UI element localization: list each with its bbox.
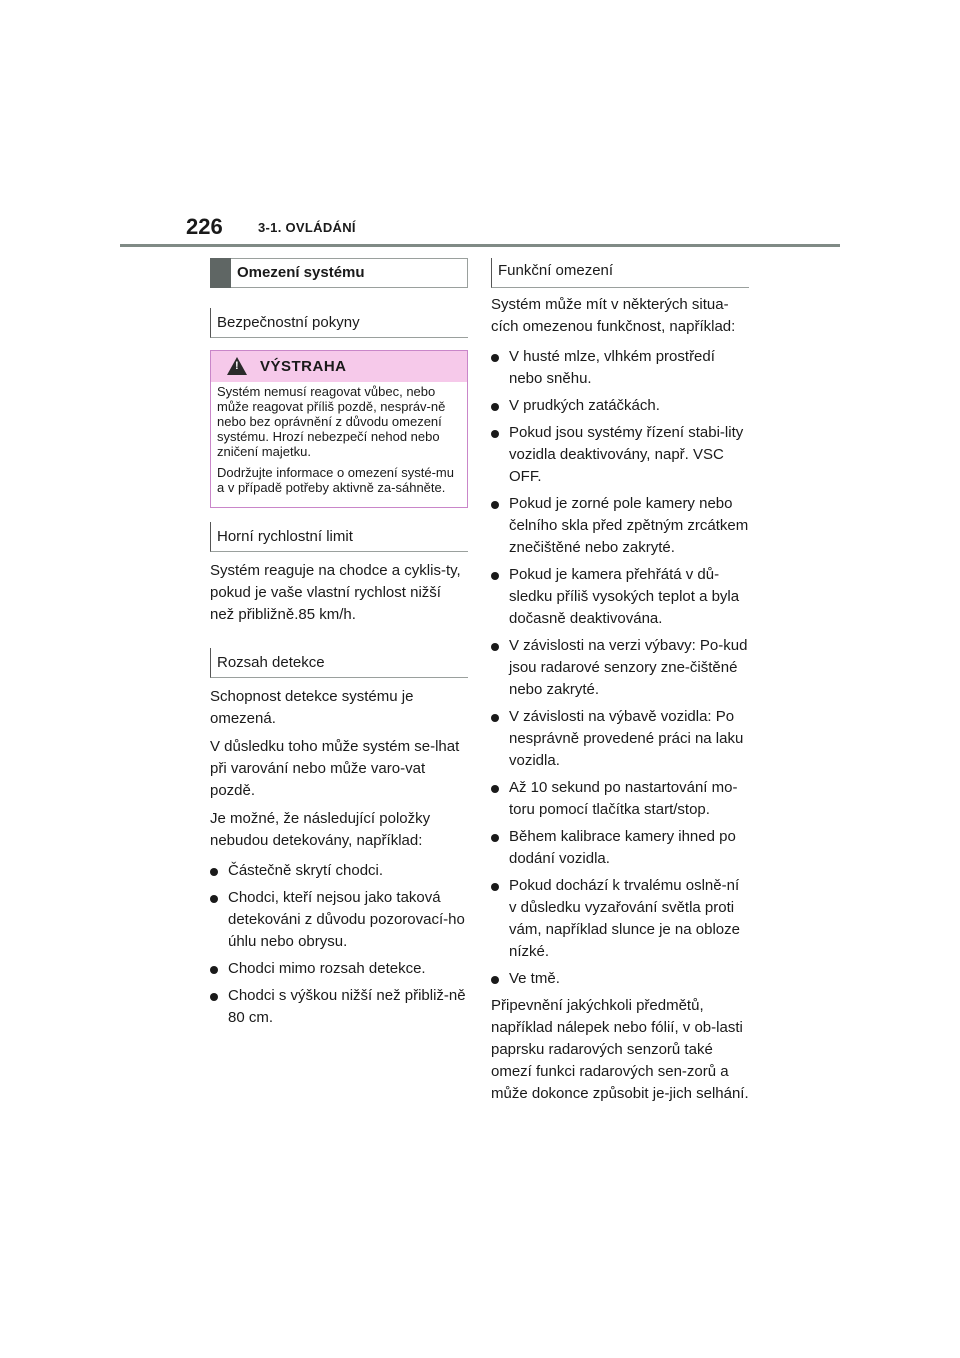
list-item: Ve tmě. xyxy=(491,968,749,990)
chapter-title: 3-1. OVLÁDÁNÍ xyxy=(258,220,356,235)
functional-outro: Připevnění jakýchkoli předmětů, například nálepek nebo fólií, v ob-lasti paprsku radarových senzorů také omezí funkci radarových sen-zorů a může dokonce způsobit je-jich selhání. xyxy=(491,997,749,1102)
range-paragraph-1: Schopnost detekce systému je omezená. xyxy=(210,688,414,727)
right-bullet-list xyxy=(491,346,749,990)
list-item: Chodci, kteří nejsou jako taková detekováni z důvodu pozorovací-ho úhlu nebo obrysu. xyxy=(210,887,468,953)
warning-paragraph-1: Systém nemusí reagovat vůbec, nebo může reagovat příliš pozdě, nespráv-ně nebo bez oprávnění z důvodu omezení systému. Hrozí nebezpečí nehod nebo zničení majetku. xyxy=(217,384,446,459)
list-item: Pokud dochází k trvalému oslně-ní v důsledku vyzařování světla proti vám, například slunce je na obloze nízké. xyxy=(491,875,749,963)
list-item: V husté mlze, vlhkém prostředí nebo sněhu. xyxy=(491,346,749,390)
range-paragraph-2: V důsledku toho může systém se-lhat při varování nebo může varo-vat pozdě. xyxy=(210,738,460,799)
right-column xyxy=(491,258,749,1105)
list-item: Chodci mimo rozsah detekce. xyxy=(210,958,468,980)
subheading-speed-limit: Horní rychlostní limit xyxy=(210,522,468,552)
subheading-detection-range: Rozsah detekce xyxy=(210,648,468,678)
list-item: V závislosti na verzi výbavy: Po-kud jsou radarové senzory zne-čištěné nebo zakryté. xyxy=(491,635,749,701)
speed-limit-text: Systém reaguje na chodce a cyklis-ty, pokud je vaše vlastní rychlost nižší než přibližně.85 km/h. xyxy=(210,562,461,623)
subheading-functional-limits: Funkční omezení xyxy=(491,258,749,288)
warning-triangle-icon xyxy=(227,357,247,375)
warning-box xyxy=(210,350,468,508)
page-number: 226 xyxy=(186,214,223,239)
list-item: V prudkých zatáčkách. xyxy=(491,395,749,417)
section-header-omezeni xyxy=(210,258,468,288)
warning-paragraph-2: Dodržujte informace o omezení systé-mu a v případě potřeby aktivně za-sáhněte. xyxy=(217,465,454,495)
section-bar-marker xyxy=(210,258,231,288)
range-paragraph-3: Je možné, že následující položky nebudou detekovány, například: xyxy=(210,810,431,849)
warning-header xyxy=(211,351,467,382)
subheading-safety: Bezpečnostní pokyny xyxy=(210,308,468,338)
list-item: Pokud je zorné pole kamery nebo čelního skla před zpětným zrcátkem znečištěné nebo zakryté. xyxy=(491,493,749,559)
warning-title: VÝSTRAHA xyxy=(260,358,347,375)
list-item: Částečně skrytí chodci. xyxy=(210,860,468,882)
section-title: Omezení systému xyxy=(237,264,365,281)
list-item: Až 10 sekund po nastartování mo-toru pomocí tlačítka start/stop. xyxy=(491,777,749,821)
list-item: Pokud jsou systémy řízení stabi-lity vozidla deaktivovány, např. VSC OFF. xyxy=(491,422,749,488)
left-column xyxy=(210,258,468,1034)
left-bullet-list xyxy=(210,860,468,1029)
list-item: V závislosti na výbavě vozidla: Po nesprávně provedené práci na laku vozidla. xyxy=(491,706,749,772)
warning-body xyxy=(211,384,467,507)
list-item: Pokud je kamera přehřátá v dů-sledku příliš vysokých teplot a byla dočasně deaktivována. xyxy=(491,564,749,630)
list-item: Chodci s výškou nižší než přibliž-ně 80 cm. xyxy=(210,985,468,1029)
list-item: Během kalibrace kamery ihned po dodání vozidla. xyxy=(491,826,749,870)
functional-intro: Systém může mít v některých situa-cích omezenou funkčnost, například: xyxy=(491,296,736,335)
header-rule xyxy=(120,244,840,247)
